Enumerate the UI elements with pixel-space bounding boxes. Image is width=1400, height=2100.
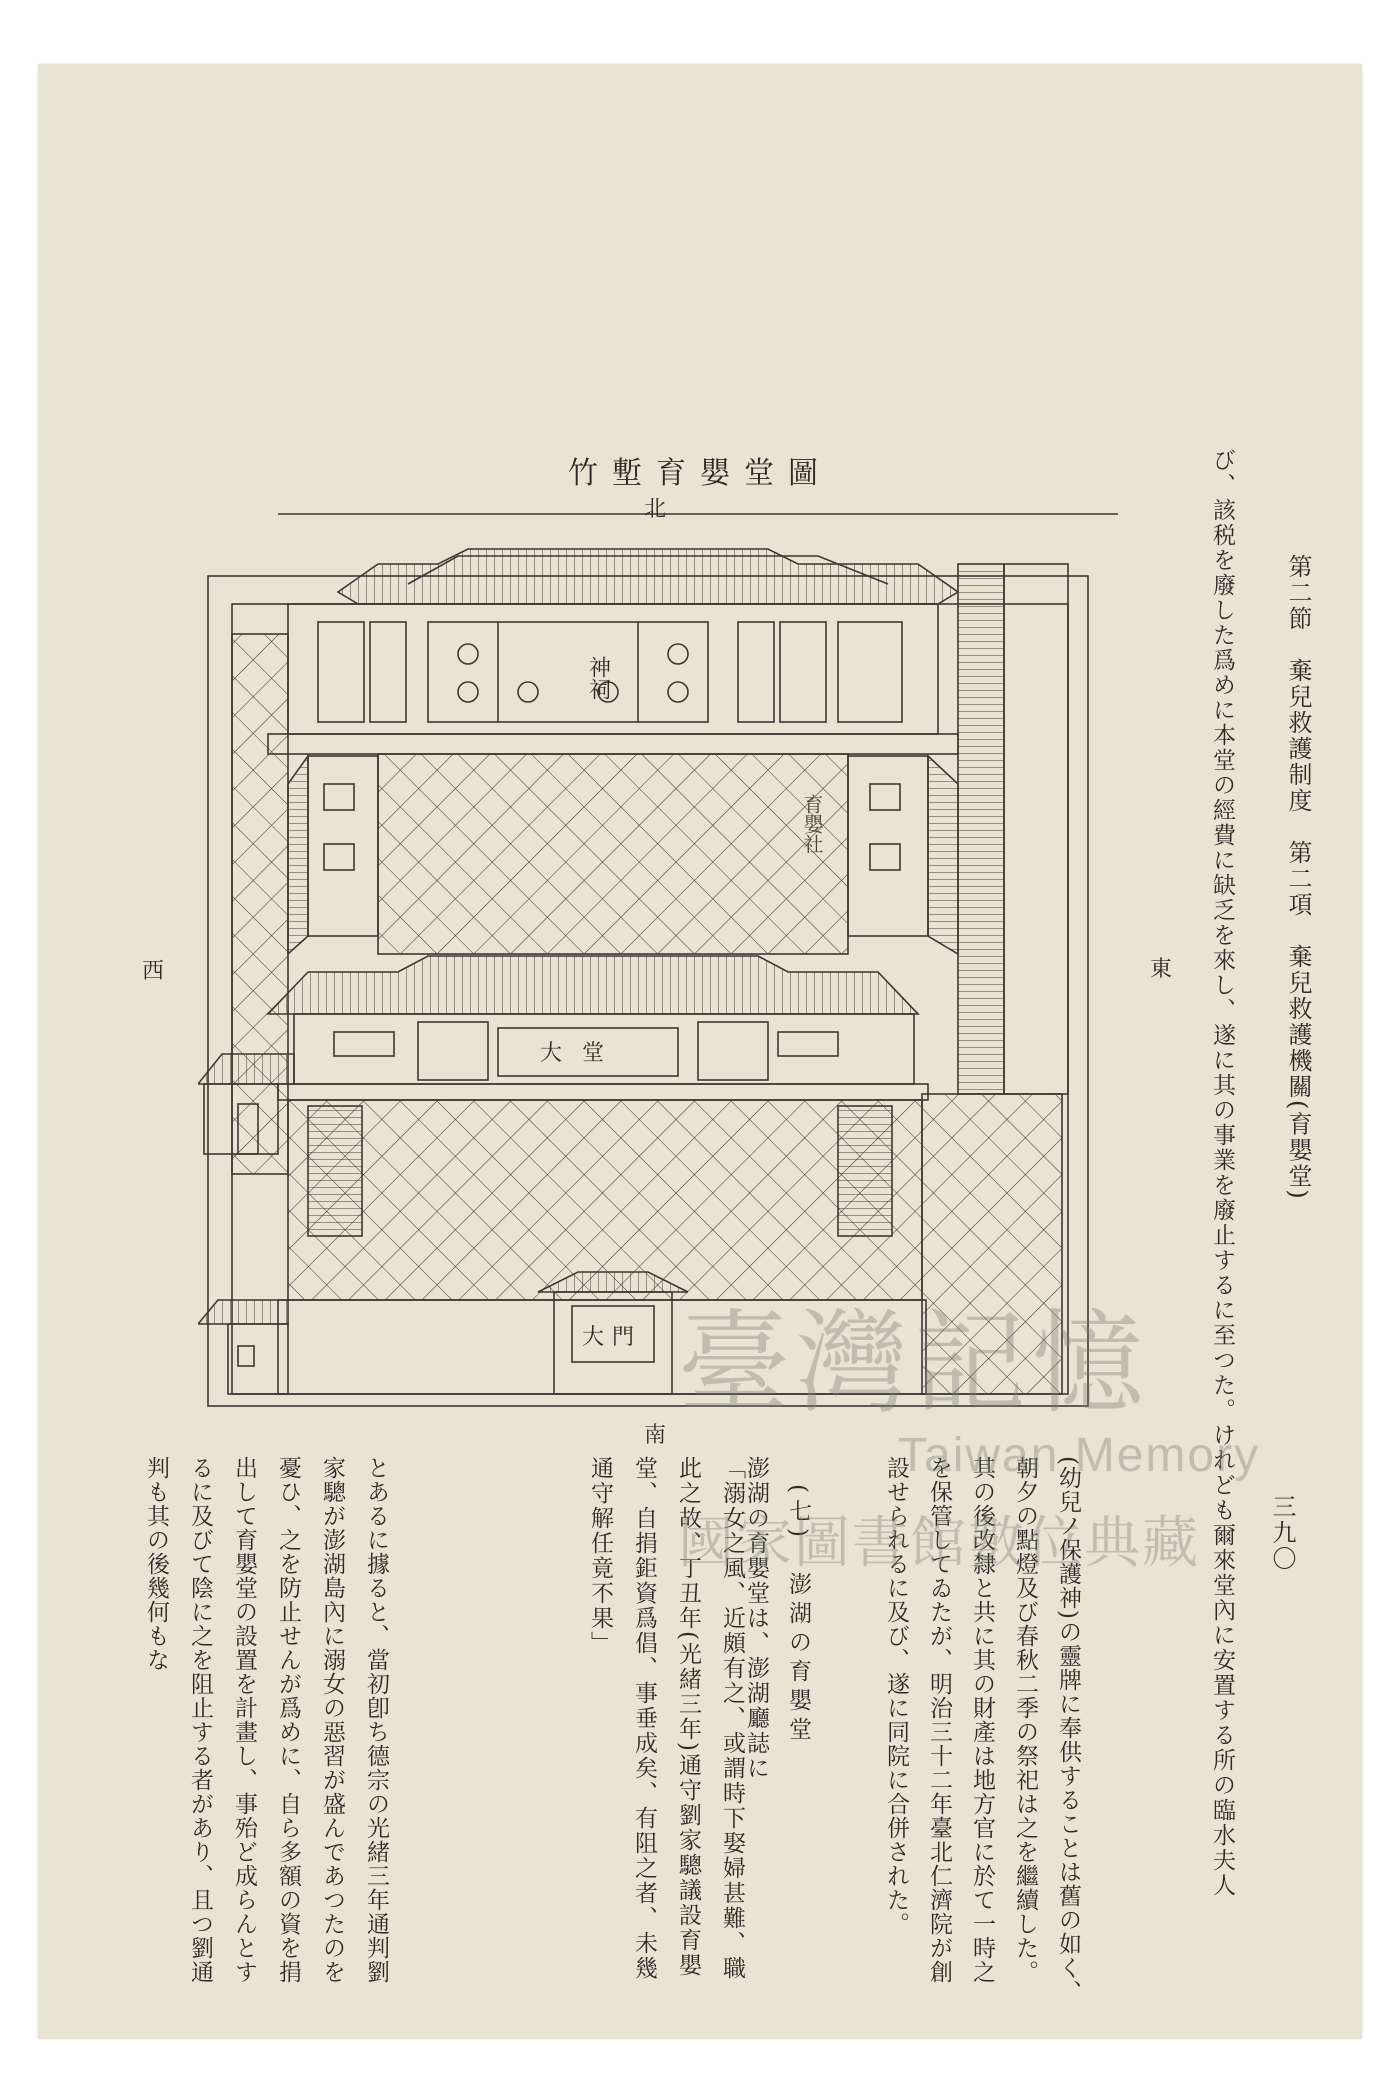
west-lattice-wall — [232, 634, 288, 1174]
figure-title: 竹塹育嬰堂圖 — [568, 456, 832, 491]
watermark-institution: 國家圖書館數位典藏 — [678, 1511, 1200, 1574]
shrine-label: 神祠 — [585, 656, 611, 700]
east-chamber — [848, 756, 928, 936]
shrine-building — [288, 604, 938, 734]
body-paragraph-1: (幼兒ノ保護神)の靈牌に奉供することは舊の如く、朝夕の點燈及び春秋二季の祭祀は之を繼續した。其の後改隸と共に其の財產は地方官に於て一時之を保管してゐたが、明治三十二年臺北仁濟院が創設せられるに及び、遂に同院に合併された。 — [883, 1456, 1081, 2004]
east-wing-shutters — [958, 564, 1004, 1094]
shrine-roof — [338, 549, 958, 604]
body-paragraph-2-rest: とあるに據ると、當初卽ち德宗の光緒三年通判劉家驄が澎湖島內に溺女の惡習が盛んであつたのを憂ひ、之を防止せんが爲めに、自ら多額の資を捐出して育嬰堂の設置を計畫し、事殆ど成らんとするに及びて陰に之を阻止する者があり、且つ劉通判も其の後幾何もな — [143, 1456, 389, 1984]
hall-label: 大堂 — [540, 1041, 625, 1066]
lower-courtyard — [288, 1100, 922, 1300]
body-paragraph-2-lead: 澎湖の育嬰堂は、澎湖廳誌に — [743, 1456, 769, 1781]
compass-north: 北 — [644, 497, 667, 522]
watermark-latin: Taiwan Memory — [898, 1429, 1261, 1482]
section-heading: (七) 澎湖の育嬰堂 — [785, 1484, 811, 1746]
central-courtyard — [378, 754, 848, 954]
compass-south: 南 — [644, 1423, 667, 1448]
body-text-line: び、該税を廢した爲めに本堂の經費に缺乏を來し、遂に其の事業を廢止するに至つた。けれども爾來堂內に安置する所の臨水夫人 — [1209, 448, 1235, 1898]
southwest-annex-roof — [198, 1300, 288, 1324]
gate-label: 大門 — [582, 1325, 643, 1350]
compass-east: 東 — [1150, 957, 1173, 982]
west-chamber — [308, 756, 378, 936]
book-page — [38, 64, 1362, 2039]
southeast-lattice — [922, 1094, 1062, 1394]
body-paragraph-2-quote: 「溺女之風、近頗有之、或謂時下娶婦甚難、職此之故、丁丑年(光緒三年)通守劉家驄議設育嬰堂、自捐鉅資爲倡、事垂成矣、有阻之者、未幾通守解任竟不果」 — [587, 1456, 745, 1981]
corridor-label: 育嬰社 — [800, 794, 824, 854]
compass-west: 西 — [142, 959, 165, 984]
running-header: 第二節 棄兒救護制度 第二項 棄兒救護機關(育嬰堂) — [1284, 554, 1312, 1201]
watermark-title: 臺灣記憶 — [678, 1299, 1150, 1429]
west-annex-roof — [198, 1054, 294, 1084]
main-hall-roof — [268, 956, 918, 1014]
page-number: 三九〇 — [1268, 1494, 1296, 1572]
orphanage-floor-plan — [198, 494, 1128, 1414]
